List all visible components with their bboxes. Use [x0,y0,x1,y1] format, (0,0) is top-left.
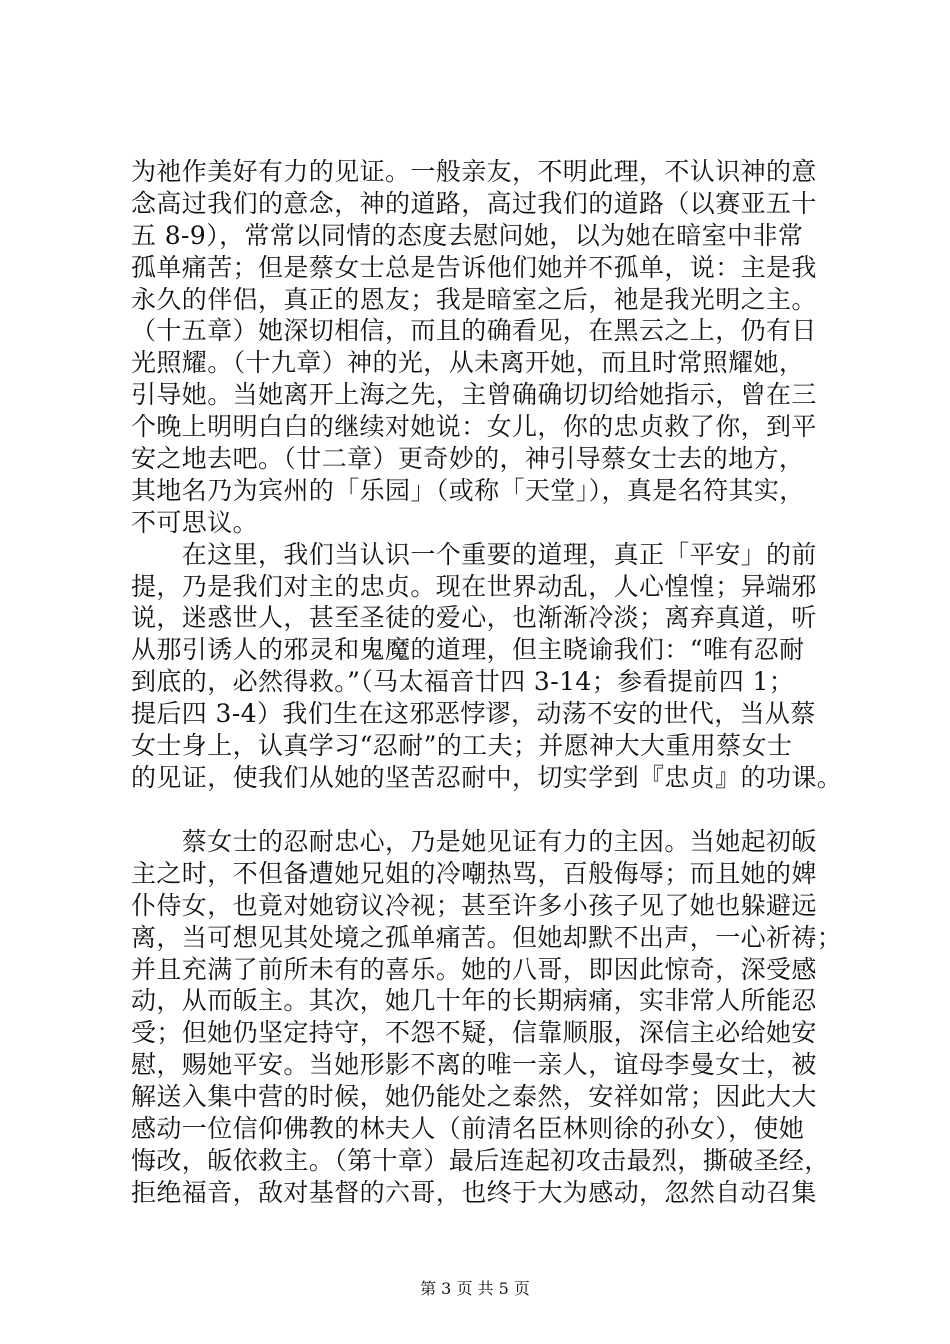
text-line: 动，从而皈主。其次，她几十年的长期病痛，实非常人所能忍 [131,986,817,1016]
text-line: 安之地去吧。（廿二章）更奇妙的，神引导蔡女士去的地方， [131,444,805,474]
text-line: 受；但她仍坚定持守，不怨不疑，信靠顺服，深信主必给她安 [131,1018,817,1048]
text-line: 个晚上明明白白的继续对她说：女儿，你的忠贞救了你，到平 [131,412,817,442]
text-line: 其地名乃为宾州的「乐园」（或称「天堂」），真是名符其实， [131,475,805,505]
text-line: 蔡女士的忍耐忠心，乃是她见证有力的主因。当她起初皈 [131,827,817,856]
page-number-footer: 第 3 页 共 5 页 [420,1279,530,1298]
text-line: 感动一位信仰佛教的林夫人（前清名臣林则徐的孙女），使她 [131,1114,805,1144]
text-line: 慰，赐她平安。当她形影不离的唯一亲人，谊母李曼女士，被 [131,1050,817,1080]
text-line: 离，当可想见其处境之孤单痛苦。但她却默不出声，一心祈祷； [131,922,843,952]
text-line: 在这里，我们当认识一个重要的道理，真正「平安」的前 [131,539,817,569]
text-line: 主之时，不但备遭她兄姐的冷嘲热骂，百般侮辱；而且她的婢 [131,858,817,888]
text-line: 提，乃是我们对主的忠贞。现在世界动乱，人心惶惶；异端邪 [131,571,817,601]
text-line: 光照耀。（十九章）神的光，从未离开她，而且时常照耀她， [131,348,805,378]
text-line: 为祂作美好有力的见证。一般亲友，不明此理，不认识神的意 [131,157,817,186]
text-line: 的见证，使我们从她的坚苦忍耐中，切实学到『忠贞』的功课。 [131,762,843,792]
text-line: 提后四 3-4）我们生在这邪恶悖谬，动荡不安的世代，当从蔡 [131,699,816,729]
text-line: 五 8-9），常常以同情的态度去慰问她，以为她在暗室中非常 [131,220,804,250]
text-line: 不可思议。 [131,507,259,537]
text-line: 说，迷惑世人，甚至圣徒的爱心，也渐渐冷淡；离弃真道，听 [131,603,817,633]
text-line: 念高过我们的意念，神的道路，高过我们的道路（以赛亚五十 [131,188,817,218]
text-line: 拒绝福音，敌对基督的六哥，也终于大为感动，忽然自动召集 [131,1177,817,1207]
text-line: 仆侍女，也竟对她窃议冷视；甚至许多小孩子见了她也躲避远 [131,890,817,920]
text-line: 并且充满了前所未有的喜乐。她的八哥，即因此惊奇，深受感 [131,954,817,984]
text-line: 永久的伴侣，真正的恩友；我是暗室之后，祂是我光明之主。 [131,284,817,314]
text-line: 悔改，皈依救主。（第十章）最后连起初攻击最烈，撕破圣经， [131,1145,830,1175]
text-line: 引导她。当她离开上海之先，主曾确确切切给她指示，曾在三 [131,380,817,410]
text-line: 女士身上，认真学习“忍耐”的工夫；并愿神大大重用蔡女士 [131,731,793,761]
paragraph-group-1 [131,156,843,794]
text-line: 到底的，必然得救。”（马太福音廿四 3-14；参看提前四 1； [131,667,795,697]
text-line: 解送入集中营的时候，她仍能处之泰然，安祥如常；因此大大 [131,1082,817,1112]
text-line: 孤单痛苦；但是蔡女士总是告诉他们她并不孤单，说：主是我 [131,252,817,282]
text-line: 从那引诱人的邪灵和鬼魔的道理，但主晓谕我们：“唯有忍耐 [131,635,805,665]
paragraph-group-2 [131,826,843,1209]
text-line: （十五章）她深切相信，而且的确看见，在黑云之上，仍有日 [131,316,817,346]
